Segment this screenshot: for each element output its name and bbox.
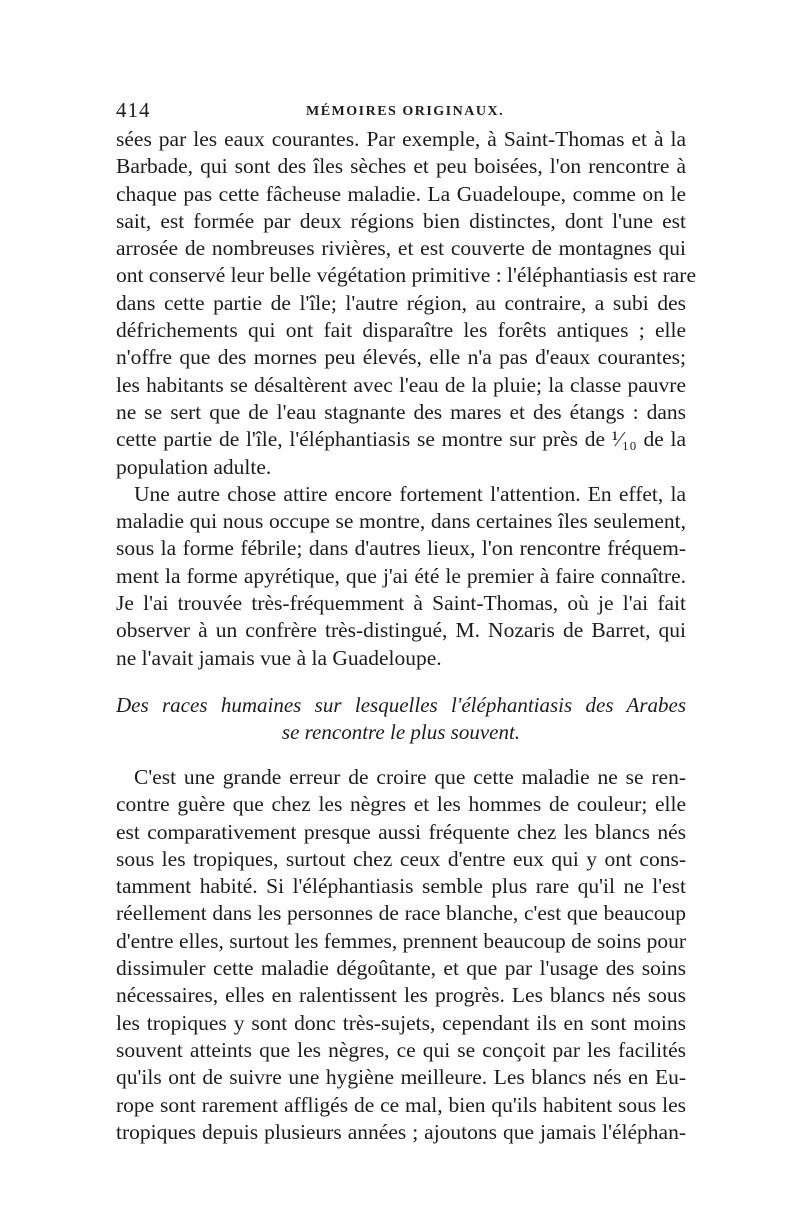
text-line: observer à un confrère très-distingué, M. Nozaris de Barret, qui: [116, 618, 686, 643]
text-line: n'offre que des mornes peu élevés, elle n'a pas d'eaux courantes;: [116, 345, 686, 370]
text-line: cette partie de l'île, l'éléphantiasis se montre sur près de ¹⁄₁₀ de la: [116, 427, 686, 452]
page-number: 414: [116, 98, 151, 122]
text-line: nécessaires, elles en ralentissent les progrès. Les blancs nés sous: [116, 983, 686, 1008]
text-line: sées par les eaux courantes. Par exemple, à Saint-Thomas et à la: [116, 127, 686, 151]
text-line: qu'ils ont de suivre une hygiène meilleure. Les blancs nés en Eu-: [116, 1065, 686, 1090]
text-line: Une autre chose attire encore fortement l'attention. En effet, la: [134, 481, 686, 506]
text-line: est comparativement presque aussi fréquente chez les blancs nés: [116, 819, 686, 844]
text-line: maladie qui nous occupe se montre, dans certaines îles seulement,: [116, 509, 686, 534]
text-line: tropiques depuis plusieurs années ; ajoutons que jamais l'éléphan-: [116, 1119, 686, 1144]
text-line: défrichements qui ont fait disparaître les forêts antiques ; elle: [116, 318, 686, 343]
text-line: tamment habité. Si l'éléphantiasis semble plus rare qu'il ne l'est: [116, 874, 686, 899]
text-line: ne l'avait jamais vue à la Guadeloupe.: [116, 645, 442, 670]
text-line: réellement dans les personnes de race blanche, c'est que beaucoup: [116, 901, 686, 926]
text-line: C'est une grande erreur de croire que cette maladie ne se ren-: [134, 765, 686, 789]
body-text-bottom: [116, 764, 686, 1146]
section-heading-line: Des races humaines sur lesquelles l'éléphantiasis des Arabes: [116, 693, 686, 717]
text-line: ont conservé leur belle végétation primitive : l'éléphantiasis est rare: [116, 263, 696, 288]
running-head: MÉMOIRES ORIGINAUX.: [306, 104, 505, 119]
text-line: rope sont rarement affligés de ce mal, bien qu'ils habitent sous les: [116, 1092, 686, 1117]
text-line: les habitants se désaltèrent avec l'eau de la pluie; la classe pauvre: [116, 372, 686, 397]
section-heading-line: se rencontre le plus souvent.: [281, 720, 521, 744]
text-line: sait, est formée par deux régions bien distinctes, dont l'une est: [116, 208, 686, 233]
text-line: population adulte.: [116, 454, 272, 479]
body-text-top: [116, 126, 696, 672]
text-line: contre guère que chez les nègres et les hommes de couleur; elle: [116, 792, 686, 817]
section-heading: [116, 692, 686, 746]
text-line: chaque pas cette fâcheuse maladie. La Guadeloupe, comme on le: [116, 181, 686, 206]
page-header: [116, 98, 686, 128]
text-line: souvent atteints que les nègres, ce qui se conçoit par les facilités: [116, 1037, 686, 1062]
text-line: sous les tropiques, surtout chez ceux d'entre eux qui y ont cons-: [116, 846, 686, 871]
text-line: d'entre elles, surtout les femmes, prennent beaucoup de soins pour: [116, 928, 686, 953]
text-line: dans cette partie de l'île; l'autre région, au contraire, a subi des: [116, 290, 686, 315]
text-line: dissimuler cette maladie dégoûtante, et que par l'usage des soins: [116, 956, 686, 981]
text-line: Barbade, qui sont des îles sèches et peu boisées, l'on rencontre à: [116, 154, 686, 179]
text-line: arrosée de nombreuses rivières, et est couverte de montagnes qui: [116, 236, 686, 261]
text-line: ne se sert que de l'eau stagnante des mares et des étangs : dans: [116, 399, 686, 424]
text-line: ment la forme apyrétique, que j'ai été le premier à faire connaître.: [116, 563, 686, 588]
text-line: Je l'ai trouvée très-fréquemment à Saint-Thomas, où je l'ai fait: [116, 591, 686, 616]
text-line: les tropiques y sont donc très-sujets, cependant ils en sont moins: [116, 1010, 686, 1035]
text-line: sous la forme fébrile; dans d'autres lieux, l'on rencontre fréquem-: [116, 536, 686, 561]
